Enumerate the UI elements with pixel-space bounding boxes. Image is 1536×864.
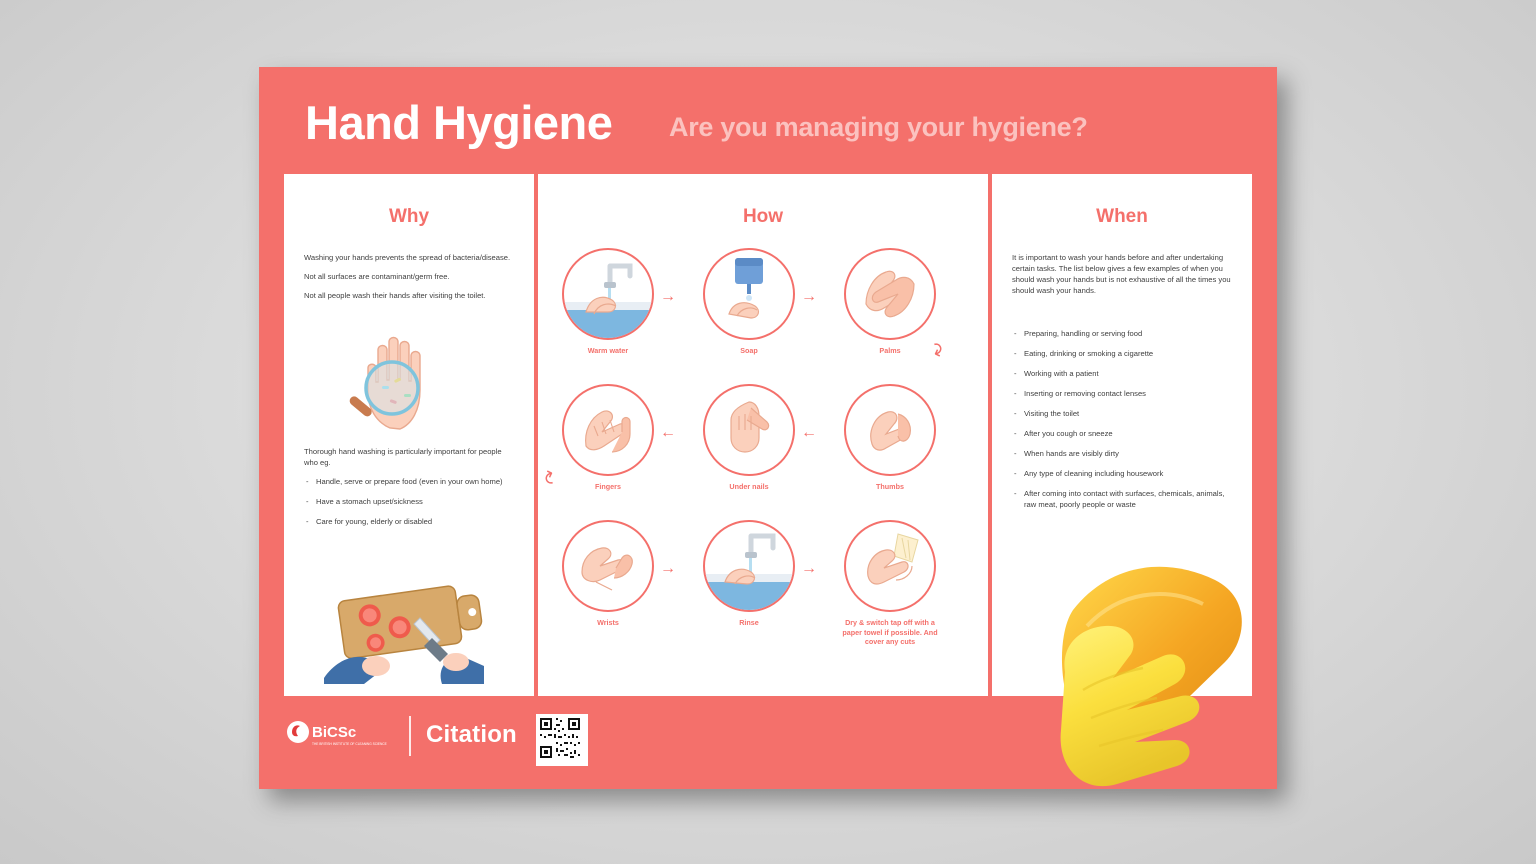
when-bullet-2: - Eating, drinking or smoking a cigarette [1012, 348, 1234, 359]
step-label: Dry & switch tap off with a paper towel if possible. And cover any cuts [842, 618, 938, 647]
poster-footer [259, 696, 1277, 789]
arrow-left-icon: ← [660, 424, 676, 441]
poster [259, 67, 1277, 789]
why-bullet-list [304, 476, 516, 527]
step-dry [835, 520, 945, 647]
arrow-curve-down-icon: ↷ [539, 466, 564, 488]
why-note-text: Thorough hand washing is particularly important for people who eg. [304, 447, 502, 467]
step-label: Wrists [597, 618, 619, 627]
arrow-curve-down-icon: ↷ [924, 339, 948, 361]
step-fingers [560, 384, 656, 492]
page-title: Hand Hygiene [305, 96, 613, 149]
arrow-right-icon: → [801, 560, 817, 577]
step-wrists [560, 520, 656, 628]
when-bullet-4: - Inserting or removing contact lenses [1012, 388, 1234, 399]
panel-when [992, 174, 1252, 696]
why-bullet-3: - Care for young, elderly or disabled [304, 516, 516, 527]
bics-logo [284, 718, 392, 754]
step-warm-water [560, 248, 656, 356]
step-palms [842, 248, 938, 356]
when-intro-paragraph: It is important to wash your hands before and after undertaking certain tasks. The list below gives a few examples of when you should wash your hands but is not exhaustive of all the times you should wash your hands. [1012, 253, 1231, 295]
svg-text:BiCSc: BiCSc [312, 724, 357, 741]
rubbing-thumbs-icon [844, 384, 936, 476]
chopping-board-tomatoes-illustration [324, 574, 494, 684]
arrow-right-icon: → [660, 288, 676, 305]
step-thumbs [842, 384, 938, 492]
hand-with-magnifier-illustration [320, 324, 498, 434]
under-nails-icon [703, 384, 795, 476]
when-heading: When [1096, 206, 1148, 227]
why-heading: Why [388, 206, 430, 227]
step-soap [701, 248, 797, 356]
arrow-right-icon: → [801, 288, 817, 305]
step-label: Soap [740, 346, 758, 355]
why-note-block [304, 446, 516, 536]
svg-text:THE BRITISH INSTITUTE OF CLEAN: THE BRITISH INSTITUTE OF CLEANING SCIENCE [312, 742, 387, 746]
how-heading: How [742, 206, 784, 227]
rubbing-wrists-icon [562, 520, 654, 612]
why-intro-text [304, 252, 516, 309]
why-paragraph-3: Not all people wash their hands after visiting the toilet. [304, 291, 486, 300]
dry-hands-paper-towel-icon [844, 520, 936, 612]
step-label: Fingers [595, 482, 621, 491]
footer-divider [409, 716, 411, 756]
why-paragraph-1: Washing your hands prevents the spread of bacteria/disease. [304, 253, 511, 262]
rinse-hands-icon [703, 520, 795, 612]
step-under-nails [701, 384, 797, 492]
when-bullet-7: - When hands are visibly dirty [1012, 448, 1234, 459]
step-label: Warm water [587, 346, 629, 355]
why-bullet-2: - Have a stomach upset/sickness [304, 496, 516, 507]
arrow-right-icon: → [660, 560, 676, 577]
panel-why [284, 174, 534, 696]
when-bullet-8: - Any type of cleaning including housework [1012, 468, 1234, 479]
step-label: Under nails [729, 482, 769, 491]
rubbing-palms-icon [844, 248, 936, 340]
step-rinse [701, 520, 797, 628]
interlacing-fingers-icon [562, 384, 654, 476]
panel-how [538, 174, 988, 696]
when-intro-text [1012, 252, 1232, 304]
why-paragraph-2: Not all surfaces are contaminant/germ free. [304, 272, 450, 281]
poster-header [259, 67, 1277, 173]
tap-running-water-icon [562, 248, 654, 340]
arrow-left-icon: ← [801, 424, 817, 441]
step-label: Palms [879, 346, 901, 355]
step-label: Thumbs [876, 482, 904, 491]
step-label: Rinse [739, 618, 759, 627]
page-subtitle: Are you managing your hygiene? [669, 112, 1088, 142]
when-bullet-1: - Preparing, handling or serving food [1012, 328, 1234, 339]
when-bullet-5: - Visiting the toilet [1012, 408, 1234, 419]
when-bullet-list [1012, 328, 1234, 519]
when-bullet-9: - After coming into contact with surfaces, chemicals, animals, raw meat, poorly people or waste [1012, 488, 1234, 510]
when-bullet-6: - After you cough or sneeze [1012, 428, 1234, 439]
citation-logo: Citation [426, 721, 517, 748]
qr-code[interactable] [536, 714, 588, 766]
why-bullet-1: - Handle, serve or prepare food (even in your own home) [304, 476, 516, 487]
soap-dispenser-icon [703, 248, 795, 340]
when-bullet-3: - Working with a patient [1012, 368, 1234, 379]
how-steps-grid [538, 244, 988, 684]
